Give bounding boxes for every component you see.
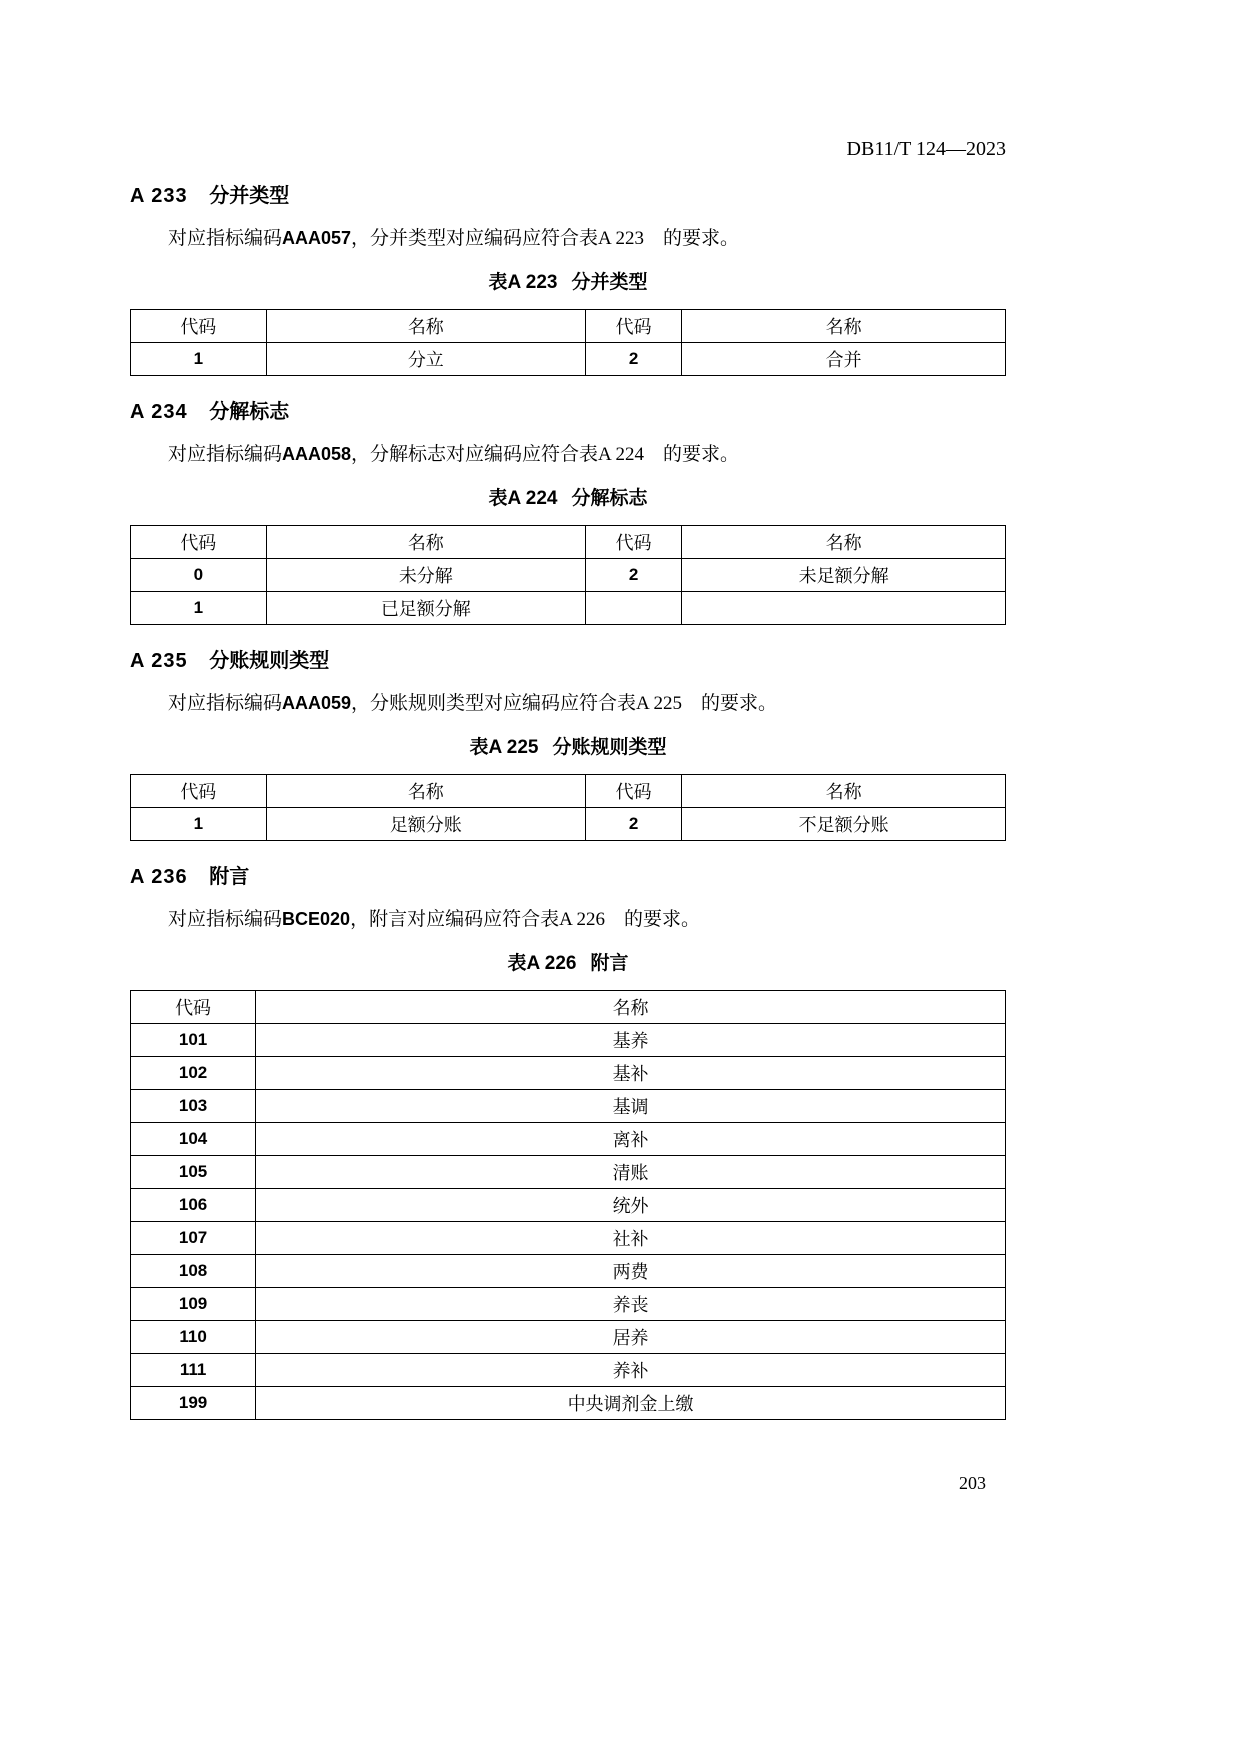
paragraph-text: ，附言对应编码应符合表A 226 的要求。 [350,909,700,930]
column-header: 代码 [586,310,682,343]
section-paragraph [130,691,1006,716]
caption-label: 表A 223 [488,272,558,293]
table-caption [130,952,1006,976]
section-paragraph [130,442,1006,467]
indicator-code: AAA059 [282,693,352,713]
code-cell: 107 [131,1222,256,1255]
column-header: 名称 [256,991,1006,1024]
table-row [131,1024,1006,1057]
code-cell: 102 [131,1057,256,1090]
name-cell: 分立 [266,343,585,376]
table-row [131,1090,1006,1123]
table-caption [130,736,1006,760]
code-cell: 1 [131,592,267,625]
caption-title: 分并类型 [571,272,648,293]
page-content [130,0,1006,1494]
code-cell: 111 [131,1354,256,1387]
section-number: A 234 [130,401,188,423]
caption-label: 表A 224 [488,488,558,509]
table-a226 [130,990,1006,1420]
section-number: A 236 [130,866,188,888]
table-row [131,1255,1006,1288]
section-paragraph [130,226,1006,251]
name-cell: 未分解 [266,559,585,592]
caption-title: 分账规则类型 [552,737,667,758]
section-title: 分解标志 [209,401,290,423]
code-cell: 1 [131,808,267,841]
paragraph-text: 对应指标编码 [168,228,283,249]
table-a224 [130,525,1006,625]
section-a233 [130,184,1006,376]
code-cell: 199 [131,1387,256,1420]
table-row [131,1189,1006,1222]
paragraph-text: 对应指标编码 [168,909,283,930]
name-cell: 未足额分解 [682,559,1006,592]
column-header: 代码 [131,310,267,343]
indicator-code: AAA057 [282,228,352,248]
name-cell: 社补 [256,1222,1006,1255]
table-a225 [130,774,1006,841]
table-row [131,1123,1006,1156]
name-cell: 基补 [256,1057,1006,1090]
name-cell: 离补 [256,1123,1006,1156]
code-cell [586,592,682,625]
code-cell: 110 [131,1321,256,1354]
paragraph-text: ，分解标志对应编码应符合表A 224 的要求。 [351,444,739,465]
column-header: 名称 [682,310,1006,343]
code-cell: 109 [131,1288,256,1321]
name-cell: 统外 [256,1189,1006,1222]
table-row [131,559,1006,592]
name-cell: 中央调剂金上缴 [256,1387,1006,1420]
name-cell: 居养 [256,1321,1006,1354]
column-header: 代码 [131,775,267,808]
table-row [131,1156,1006,1189]
table-header-row [131,310,1006,343]
section-heading [130,865,1006,889]
table-row [131,1222,1006,1255]
paragraph-text: ，分并类型对应编码应符合表A 223 的要求。 [351,228,739,249]
column-header: 代码 [586,526,682,559]
name-cell: 已足额分解 [266,592,585,625]
page-number: 203 [959,1473,986,1493]
column-header: 代码 [586,775,682,808]
table-row [131,1354,1006,1387]
paragraph-text: 对应指标编码 [168,444,283,465]
table-row [131,808,1006,841]
section-a236 [130,865,1006,1420]
table-a223 [130,309,1006,376]
table-header-row [131,991,1006,1024]
section-title: 分账规则类型 [209,650,330,672]
paragraph-text: ，分账规则类型对应编码应符合表A 225 的要求。 [351,693,777,714]
table-header-row [131,526,1006,559]
section-heading [130,184,1006,208]
section-heading [130,649,1006,673]
table-row [131,1288,1006,1321]
name-cell: 养补 [256,1354,1006,1387]
column-header: 代码 [131,526,267,559]
code-cell: 2 [586,808,682,841]
name-cell: 合并 [682,343,1006,376]
code-cell: 1 [131,343,267,376]
name-cell: 基调 [256,1090,1006,1123]
name-cell: 基养 [256,1024,1006,1057]
table-row [131,343,1006,376]
column-header: 名称 [682,775,1006,808]
table-caption [130,271,1006,295]
section-a234 [130,400,1006,625]
column-header: 名称 [266,310,585,343]
column-header: 名称 [266,526,585,559]
caption-label: 表A 226 [507,953,577,974]
section-paragraph [130,907,1006,932]
column-header: 名称 [682,526,1006,559]
indicator-code: AAA058 [282,444,352,464]
caption-title: 分解标志 [571,488,648,509]
table-header-row [131,775,1006,808]
code-cell: 103 [131,1090,256,1123]
section-a235 [130,649,1006,841]
code-cell: 2 [586,343,682,376]
section-number: A 233 [130,185,188,207]
table-row [131,1057,1006,1090]
code-cell: 105 [131,1156,256,1189]
table-caption [130,487,1006,511]
code-cell: 106 [131,1189,256,1222]
section-title: 分并类型 [209,185,290,207]
code-cell: 101 [131,1024,256,1057]
name-cell: 清账 [256,1156,1006,1189]
table-row [131,592,1006,625]
code-cell: 0 [131,559,267,592]
section-heading [130,400,1006,424]
name-cell [682,592,1006,625]
caption-title: 附言 [590,953,629,974]
table-row [131,1387,1006,1420]
section-number: A 235 [130,650,188,672]
name-cell: 养丧 [256,1288,1006,1321]
section-title: 附言 [209,866,250,888]
column-header: 代码 [131,991,256,1024]
caption-label: 表A 225 [469,737,539,758]
indicator-code: BCE020 [282,909,351,929]
column-header: 名称 [266,775,585,808]
paragraph-text: 对应指标编码 [168,693,283,714]
code-cell: 104 [131,1123,256,1156]
code-cell: 2 [586,559,682,592]
code-cell: 108 [131,1255,256,1288]
name-cell: 足额分账 [266,808,585,841]
standard-code: DB11/T 124—2023 [846,138,1006,160]
name-cell: 两费 [256,1255,1006,1288]
table-row [131,1321,1006,1354]
name-cell: 不足额分账 [682,808,1006,841]
